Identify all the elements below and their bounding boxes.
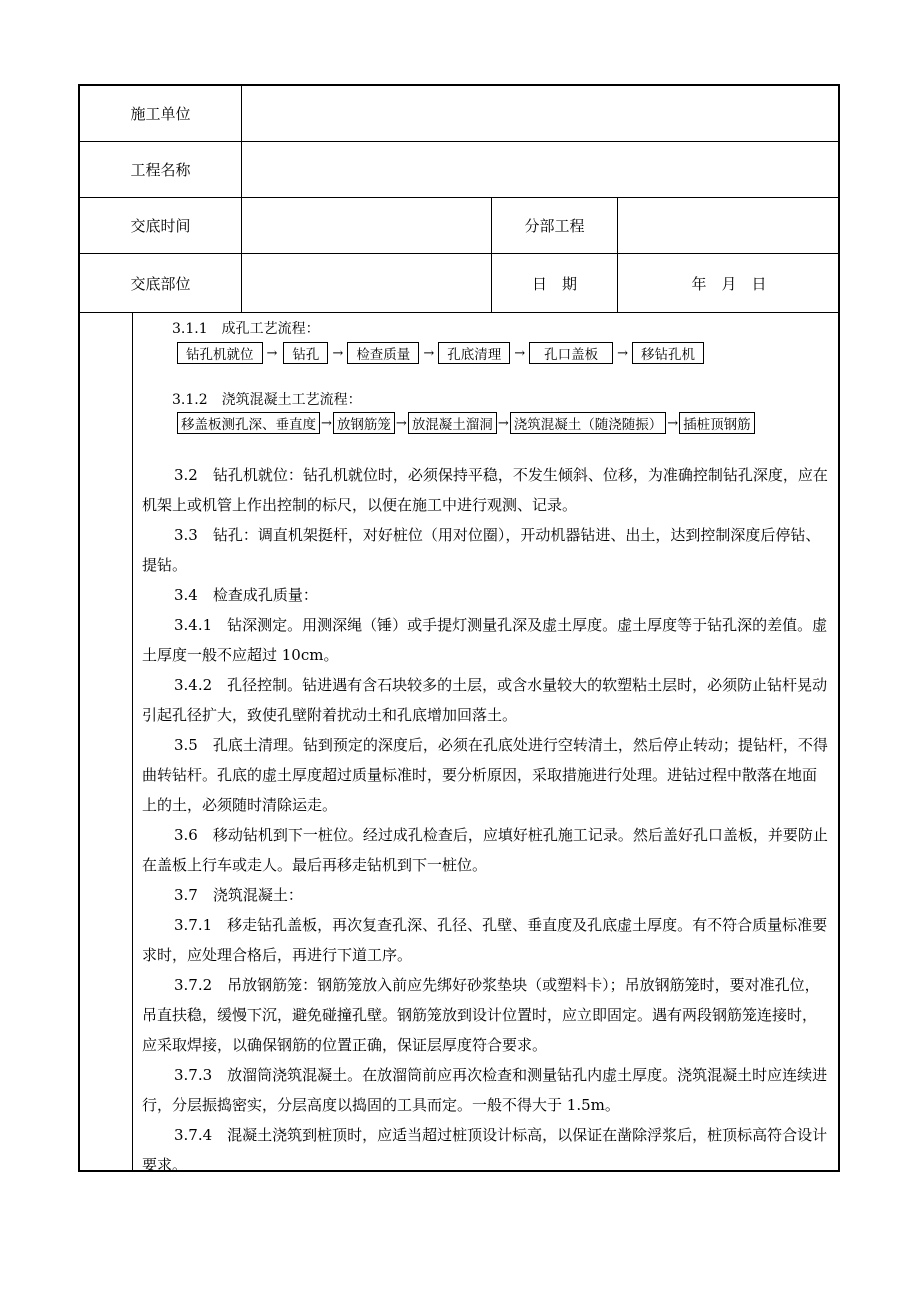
paragraph: 3.7.3 放溜筒浇筑混凝土。在放溜筒前应再次检查和测量钻孔内虚土厚度。浇筑混凝土时应连续进行，分层振捣密实，分层高度以捣固的工具而定。一般不得大于 1.5m。: [142, 1066, 828, 1114]
arrow-icon: →: [617, 345, 629, 361]
disclosure-time-label: 交底时间: [130, 217, 191, 235]
flow2-diagram: [177, 412, 755, 434]
arrow-icon: →: [423, 345, 435, 361]
arrow-icon: →: [395, 415, 407, 431]
disclosure-form: [78, 84, 840, 1172]
flow1-title: 3.1.1 成孔工艺流程：: [172, 321, 320, 337]
paragraph: 3.7.1 移走钻孔盖板，再次复查孔深、孔径、孔壁、垂直度及孔底虚土厚度。有不符合质量标准要求时，应处理合格后，再进行下道工序。: [142, 916, 828, 964]
sub-project-value[interactable]: [618, 198, 840, 253]
arrow-icon: →: [332, 345, 344, 361]
flow-step: 放钢筋笼: [333, 412, 395, 434]
arrow-icon: →: [266, 345, 278, 361]
arrow-icon: →: [321, 415, 332, 431]
paragraph: 3.3 钻孔：调直机架挺杆，对好桩位（用对位圈），开动机器钻进、出土，达到控制深度后停钻、提钻。: [142, 526, 821, 574]
date-label: 日 期: [531, 274, 577, 293]
flow-step: 孔底清理: [438, 342, 510, 364]
paragraph: 3.7.4 混凝土浇筑到桩顶时，应适当超过桩顶设计标高，以保证在凿除浮浆后，桩顶标高符合设计要求。: [142, 1126, 828, 1174]
paragraph: 3.4 检查成孔质量：: [174, 586, 318, 604]
arrow-icon: →: [514, 345, 526, 361]
disclosure-location-label: 交底部位: [130, 274, 191, 293]
flow-step: 移钻孔机: [632, 342, 704, 364]
project-name-label: 工程名称: [130, 161, 191, 179]
flow-step: 孔口盖板: [529, 342, 613, 364]
flow2-title: 3.1.2 浇筑混凝土工艺流程：: [172, 392, 362, 408]
sub-project-label: 分部工程: [524, 217, 585, 235]
flow-step: 钻孔机就位: [177, 342, 263, 364]
flow-step: 钻孔: [283, 342, 328, 364]
arrow-icon: →: [497, 415, 509, 431]
flow-step: 浇筑混凝土（随浇随振）: [510, 412, 667, 434]
paragraph: 3.7.2 吊放钢筋笼：钢筋笼放入前应先绑好砂浆垫块（或塑料卡）；吊放钢筋笼时，要对准孔位，吊直扶稳，缓慢下沉，避免碰撞孔壁。钢筋笼放到设计位置时，应立即固定。遇有两段钢筋笼连接时，应采取焊接，以确保钢筋的位置正确，保证层厚度符合要求。: [142, 976, 820, 1054]
flow1-diagram: [177, 342, 704, 364]
disclosure-content: [132, 313, 838, 1174]
paragraph: 3.6 移动钻机到下一桩位。经过成孔检查后，应填好桩孔施工记录。然后盖好孔口盖板，并要防止在盖板上行车或走人。最后再移走钻机到下一桩位。: [142, 826, 828, 874]
flow-step: 插桩顶钢筋: [679, 412, 755, 434]
project-name-value[interactable]: [242, 142, 840, 197]
paragraph: 3.7 浇筑混凝土：: [174, 886, 303, 904]
paragraph: 3.5 孔底土清理。钻到预定的深度后，必须在孔底处进行空转清土，然后停止转动；提钻杆，不得曲转钻杆。孔底的虚土厚度超过质量标准时，要分析原因，采取措施进行处理。进钻过程中散落在地面上的土，必须随时清除运走。: [142, 736, 828, 814]
paragraph: 3.4.1 钻深测定。用测深绳（锤）或手提灯测量孔深及虚土厚度。虚土厚度等于钻孔深的差值。虚土厚度一般不应超过 10cm。: [142, 616, 828, 664]
date-value: 年 月 日: [691, 274, 767, 293]
arrow-icon: →: [667, 415, 679, 431]
disclosure-location-value[interactable]: [242, 254, 491, 312]
construction-unit-value[interactable]: [242, 86, 840, 141]
flow-step: 检查质量: [347, 342, 419, 364]
flow-step: 移盖板测孔深、垂直度: [177, 412, 320, 434]
disclosure-time-value[interactable]: [242, 198, 491, 253]
flow-step: 放混凝土溜洞: [408, 412, 497, 434]
construction-unit-label: 施工单位: [130, 105, 191, 123]
paragraph: 3.2 钻孔机就位：钻孔机就位时，必须保持平稳，不发生倾斜、位移，为准确控制钻孔深度，应在机架上或机管上作出控制的标尺，以便在施工中进行观测、记录。: [142, 466, 828, 514]
paragraph: 3.4.2 孔径控制。钻进遇有含石块较多的土层，或含水量较大的软塑粘土层时，必须防止钻杆晃动引起孔径扩大，致使孔壁附着扰动土和孔底增加回落土。: [142, 676, 828, 724]
